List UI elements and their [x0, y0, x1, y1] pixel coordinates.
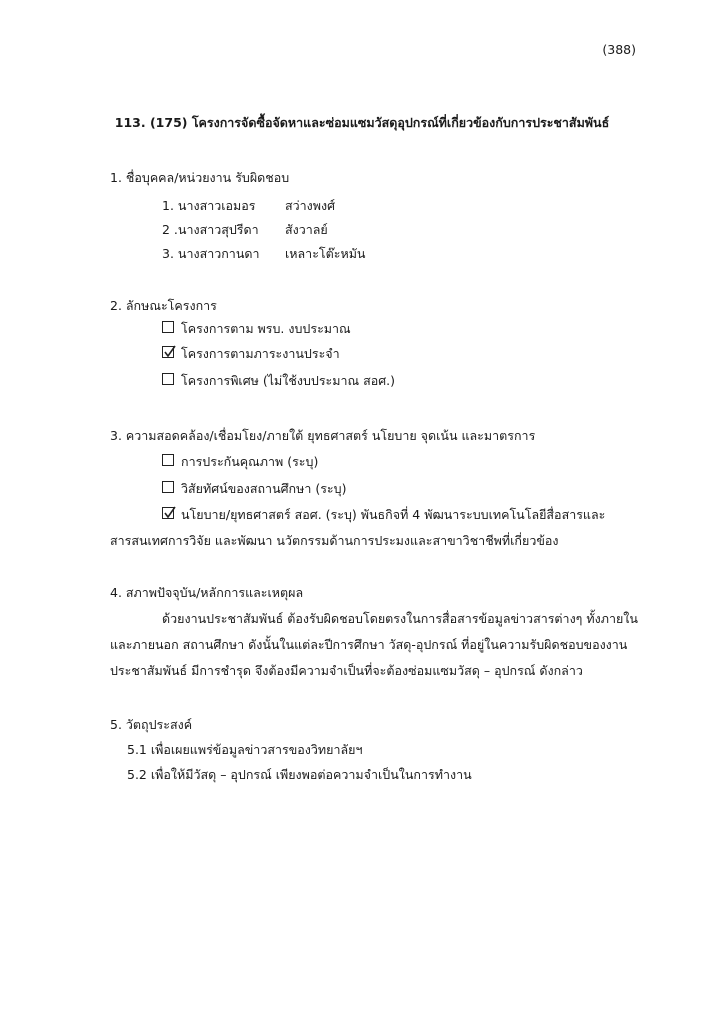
section2-heading: 2. ลักษณะโครงการ — [110, 298, 217, 313]
alignment-label-3: นโยบาย/ยุทธศาสตร์ สอศ. (ระบุ) พันธกิจที่ 4 พัฒนาระบบเทคโนโลยีสื่อสารและ — [181, 507, 606, 522]
project-type-checkbox-3[interactable] — [162, 373, 174, 385]
section1-heading: 1. ชื่อบุคคล/หน่วยงาน รับผิดชอบ — [110, 170, 290, 185]
person-1-first: 1. นางสาวเอมอร — [162, 198, 256, 213]
project-type-label-2: โครงการตามภาระงานประจำ — [181, 346, 340, 361]
alignment-checkbox-3[interactable] — [162, 507, 174, 519]
rationale-line-2: และภายนอก สถานศึกษา ดังนั้นในแต่ละปีการศึกษา วัสดุ-อุปกรณ์ ที่อยู่ในความรับผิดชอบของงาน — [110, 637, 628, 652]
rationale-line-1: ด้วยงานประชาสัมพันธ์ ต้องรับผิดชอบโดยตรงในการสื่อสารข้อมูลข่าวสารต่างๆ ทั้งภายใน — [162, 611, 638, 626]
person-3-last: เหลาะโต๊ะหมัน — [285, 246, 366, 261]
checkmark-icon — [163, 506, 177, 520]
alignment-checkbox-2[interactable] — [162, 481, 174, 493]
section3-heading: 3. ความสอดคล้อง/เชื่อมโยง/ภายใต้ ยุทธศาสตร์ นโยบาย จุดเน้น และมาตรการ — [110, 428, 536, 443]
person-3-first: 3. นางสาวกานดา — [162, 246, 260, 261]
alignment-label-2: วิสัยทัศน์ของสถานศึกษา (ระบุ) — [181, 481, 347, 496]
alignment-continuation: สารสนเทศการวิจัย และพัฒนา นวัตกรรมด้านการประมงและสาขาวิชาชีพที่เกี่ยวข้อง — [110, 533, 559, 548]
section4-heading: 4. สภาพปัจจุบัน/หลักการและเหตุผล — [110, 585, 304, 600]
person-1-last: สว่างพงศ์ — [285, 198, 336, 213]
document-title: 113. (175) โครงการจัดซื้อจัดหาและซ่อมแซมวัสดุอุปกรณ์ที่เกี่ยวข้องกับการประชาสัมพันธ์ — [114, 115, 610, 130]
objective-item-1: 5.1 เพื่อเผยแพร่ข้อมูลข่าวสารของวิทยาลัยฯ — [127, 742, 363, 757]
person-2-last: สังวาลย์ — [285, 222, 328, 237]
alignment-checkbox-1[interactable] — [162, 454, 174, 466]
project-type-checkbox-1[interactable] — [162, 321, 174, 333]
page-number: (388) — [602, 42, 636, 57]
alignment-label-1: การประกันคุณภาพ (ระบุ) — [181, 454, 319, 469]
project-type-label-3: โครงการพิเศษ (ไม่ใช้งบประมาณ สอศ.) — [181, 373, 395, 388]
person-2-first: 2 .นางสาวสุปรีดา — [162, 222, 259, 237]
objective-item-2: 5.2 เพื่อให้มีวัสดุ – อุปกรณ์ เพียงพอต่อความจำเป็นในการทำงาน — [127, 767, 472, 782]
rationale-line-3: ประชาสัมพันธ์ มีการชำรุด จึงต้องมีความจำเป็นที่จะต้องซ่อมแซมวัสดุ – อุปกรณ์ ดังกล่าว — [110, 663, 583, 678]
section5-heading: 5. วัตถุประสงค์ — [110, 717, 193, 732]
project-type-checkbox-2[interactable] — [162, 346, 174, 358]
checkmark-icon — [163, 345, 177, 359]
project-type-label-1: โครงการตาม พรบ. งบประมาณ — [181, 321, 351, 336]
